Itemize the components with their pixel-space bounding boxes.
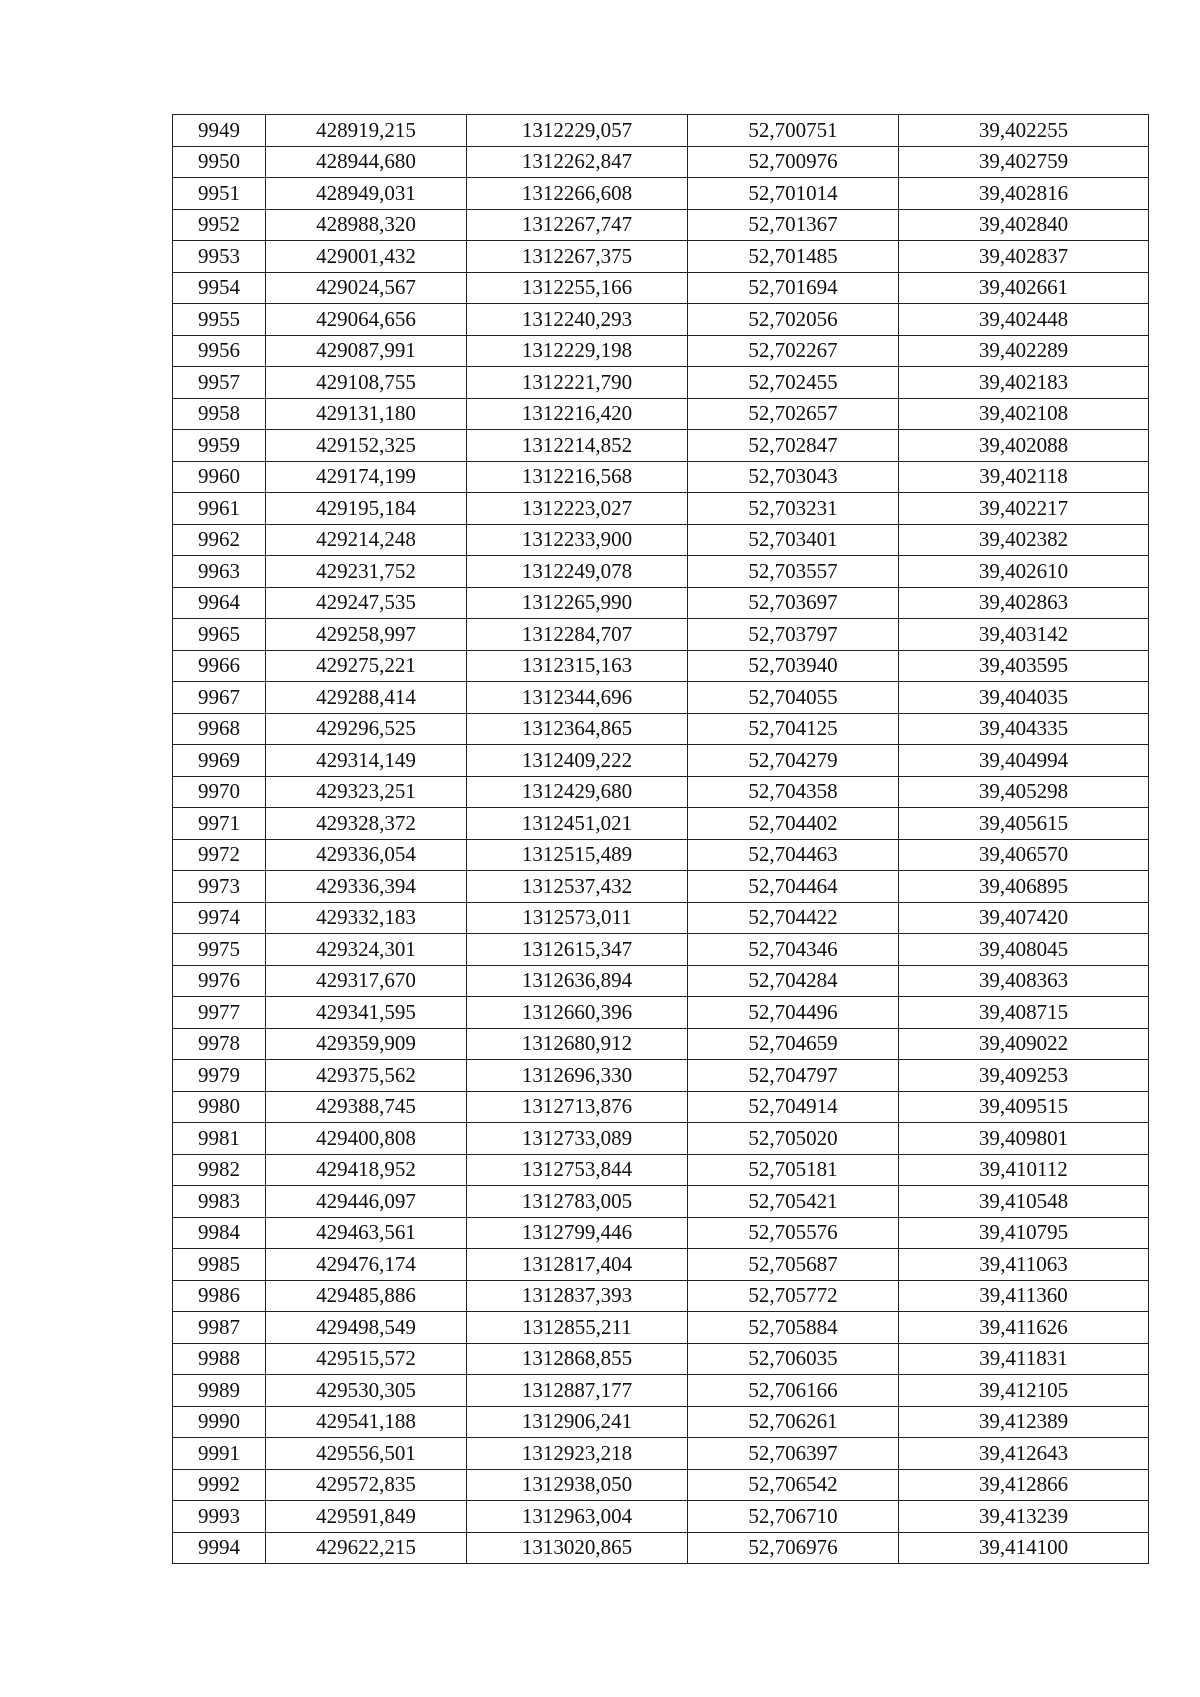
x-coordinate-cell: 428988,320	[266, 209, 467, 241]
y-coordinate-cell: 1312923,218	[467, 1438, 688, 1470]
x-coordinate-cell: 429288,414	[266, 682, 467, 714]
table-row	[173, 398, 1149, 430]
y-coordinate-cell: 1312229,198	[467, 335, 688, 367]
y-coordinate-cell: 1312799,446	[467, 1217, 688, 1249]
latitude-cell: 52,704055	[688, 682, 899, 714]
x-coordinate-cell: 428919,215	[266, 115, 467, 147]
y-coordinate-cell: 1312680,912	[467, 1028, 688, 1060]
point-number-cell: 9982	[173, 1154, 266, 1186]
table-row	[173, 146, 1149, 178]
point-number-cell: 9977	[173, 997, 266, 1029]
longitude-cell: 39,407420	[899, 902, 1149, 934]
point-number-cell: 9951	[173, 178, 266, 210]
y-coordinate-cell: 1312255,166	[467, 272, 688, 304]
y-coordinate-cell: 1312233,900	[467, 524, 688, 556]
x-coordinate-cell: 429024,567	[266, 272, 467, 304]
coordinates-table	[172, 114, 1149, 1564]
table-row	[173, 1469, 1149, 1501]
longitude-cell: 39,409253	[899, 1060, 1149, 1092]
x-coordinate-cell: 429556,501	[266, 1438, 467, 1470]
latitude-cell: 52,704358	[688, 776, 899, 808]
table-row	[173, 430, 1149, 462]
x-coordinate-cell: 429591,849	[266, 1501, 467, 1533]
y-coordinate-cell: 1312696,330	[467, 1060, 688, 1092]
latitude-cell: 52,706035	[688, 1343, 899, 1375]
point-number-cell: 9968	[173, 713, 266, 745]
point-number-cell: 9976	[173, 965, 266, 997]
x-coordinate-cell: 429498,549	[266, 1312, 467, 1344]
x-coordinate-cell: 429296,525	[266, 713, 467, 745]
point-number-cell: 9985	[173, 1249, 266, 1281]
latitude-cell: 52,702056	[688, 304, 899, 336]
x-coordinate-cell: 429328,372	[266, 808, 467, 840]
latitude-cell: 52,704346	[688, 934, 899, 966]
x-coordinate-cell: 429231,752	[266, 556, 467, 588]
point-number-cell: 9958	[173, 398, 266, 430]
latitude-cell: 52,705576	[688, 1217, 899, 1249]
x-coordinate-cell: 429388,745	[266, 1091, 467, 1123]
y-coordinate-cell: 1312249,078	[467, 556, 688, 588]
latitude-cell: 52,703797	[688, 619, 899, 651]
x-coordinate-cell: 429476,174	[266, 1249, 467, 1281]
x-coordinate-cell: 429485,886	[266, 1280, 467, 1312]
y-coordinate-cell: 1312344,696	[467, 682, 688, 714]
longitude-cell: 39,404994	[899, 745, 1149, 777]
latitude-cell: 52,702267	[688, 335, 899, 367]
point-number-cell: 9991	[173, 1438, 266, 1470]
longitude-cell: 39,402661	[899, 272, 1149, 304]
x-coordinate-cell: 429275,221	[266, 650, 467, 682]
point-number-cell: 9972	[173, 839, 266, 871]
point-number-cell: 9974	[173, 902, 266, 934]
table-row	[173, 1343, 1149, 1375]
y-coordinate-cell: 1312733,089	[467, 1123, 688, 1155]
table-row	[173, 493, 1149, 525]
latitude-cell: 52,701367	[688, 209, 899, 241]
point-number-cell: 9994	[173, 1532, 266, 1564]
table-row	[173, 1186, 1149, 1218]
table-row	[173, 556, 1149, 588]
table-row	[173, 304, 1149, 336]
point-number-cell: 9984	[173, 1217, 266, 1249]
longitude-cell: 39,412389	[899, 1406, 1149, 1438]
x-coordinate-cell: 429463,561	[266, 1217, 467, 1249]
table-row	[173, 650, 1149, 682]
latitude-cell: 52,704463	[688, 839, 899, 871]
point-number-cell: 9956	[173, 335, 266, 367]
x-coordinate-cell: 429087,991	[266, 335, 467, 367]
y-coordinate-cell: 1312265,990	[467, 587, 688, 619]
longitude-cell: 39,402217	[899, 493, 1149, 525]
table-row	[173, 934, 1149, 966]
x-coordinate-cell: 429131,180	[266, 398, 467, 430]
latitude-cell: 52,703697	[688, 587, 899, 619]
latitude-cell: 52,701485	[688, 241, 899, 273]
table-row	[173, 241, 1149, 273]
table-row	[173, 902, 1149, 934]
y-coordinate-cell: 1312573,011	[467, 902, 688, 934]
table-row	[173, 1375, 1149, 1407]
x-coordinate-cell: 429341,595	[266, 997, 467, 1029]
longitude-cell: 39,402610	[899, 556, 1149, 588]
coordinates-table-body	[173, 115, 1149, 1564]
point-number-cell: 9988	[173, 1343, 266, 1375]
longitude-cell: 39,402863	[899, 587, 1149, 619]
x-coordinate-cell: 429195,184	[266, 493, 467, 525]
table-row	[173, 871, 1149, 903]
x-coordinate-cell: 429375,562	[266, 1060, 467, 1092]
longitude-cell: 39,402840	[899, 209, 1149, 241]
latitude-cell: 52,700976	[688, 146, 899, 178]
point-number-cell: 9992	[173, 1469, 266, 1501]
longitude-cell: 39,412866	[899, 1469, 1149, 1501]
y-coordinate-cell: 1312409,222	[467, 745, 688, 777]
table-row	[173, 839, 1149, 871]
table-row	[173, 1438, 1149, 1470]
table-row	[173, 1501, 1149, 1533]
x-coordinate-cell: 429247,535	[266, 587, 467, 619]
longitude-cell: 39,414100	[899, 1532, 1149, 1564]
longitude-cell: 39,410795	[899, 1217, 1149, 1249]
point-number-cell: 9983	[173, 1186, 266, 1218]
table-row	[173, 1091, 1149, 1123]
latitude-cell: 52,704279	[688, 745, 899, 777]
table-row	[173, 745, 1149, 777]
point-number-cell: 9961	[173, 493, 266, 525]
x-coordinate-cell: 429336,394	[266, 871, 467, 903]
longitude-cell: 39,408715	[899, 997, 1149, 1029]
y-coordinate-cell: 1312229,057	[467, 115, 688, 147]
y-coordinate-cell: 1313020,865	[467, 1532, 688, 1564]
table-row	[173, 1217, 1149, 1249]
y-coordinate-cell: 1312783,005	[467, 1186, 688, 1218]
table-row	[173, 1312, 1149, 1344]
point-number-cell: 9950	[173, 146, 266, 178]
table-row	[173, 524, 1149, 556]
longitude-cell: 39,408363	[899, 965, 1149, 997]
x-coordinate-cell: 429622,215	[266, 1532, 467, 1564]
point-number-cell: 9957	[173, 367, 266, 399]
y-coordinate-cell: 1312817,404	[467, 1249, 688, 1281]
latitude-cell: 52,702657	[688, 398, 899, 430]
table-row	[173, 1154, 1149, 1186]
table-row	[173, 682, 1149, 714]
longitude-cell: 39,412643	[899, 1438, 1149, 1470]
point-number-cell: 9986	[173, 1280, 266, 1312]
table-row	[173, 997, 1149, 1029]
latitude-cell: 52,704659	[688, 1028, 899, 1060]
x-coordinate-cell: 429174,199	[266, 461, 467, 493]
latitude-cell: 52,704464	[688, 871, 899, 903]
y-coordinate-cell: 1312887,177	[467, 1375, 688, 1407]
point-number-cell: 9959	[173, 430, 266, 462]
x-coordinate-cell: 429214,248	[266, 524, 467, 556]
longitude-cell: 39,402759	[899, 146, 1149, 178]
latitude-cell: 52,703401	[688, 524, 899, 556]
table-row	[173, 367, 1149, 399]
x-coordinate-cell: 429359,909	[266, 1028, 467, 1060]
latitude-cell: 52,704125	[688, 713, 899, 745]
latitude-cell: 52,701694	[688, 272, 899, 304]
latitude-cell: 52,706542	[688, 1469, 899, 1501]
longitude-cell: 39,404035	[899, 682, 1149, 714]
longitude-cell: 39,408045	[899, 934, 1149, 966]
y-coordinate-cell: 1312615,347	[467, 934, 688, 966]
longitude-cell: 39,402183	[899, 367, 1149, 399]
table-row	[173, 1249, 1149, 1281]
longitude-cell: 39,402837	[899, 241, 1149, 273]
longitude-cell: 39,402118	[899, 461, 1149, 493]
point-number-cell: 9987	[173, 1312, 266, 1344]
table-row	[173, 1060, 1149, 1092]
x-coordinate-cell: 429332,183	[266, 902, 467, 934]
x-coordinate-cell: 429400,808	[266, 1123, 467, 1155]
point-number-cell: 9973	[173, 871, 266, 903]
latitude-cell: 52,706710	[688, 1501, 899, 1533]
y-coordinate-cell: 1312868,855	[467, 1343, 688, 1375]
y-coordinate-cell: 1312660,396	[467, 997, 688, 1029]
longitude-cell: 39,403595	[899, 650, 1149, 682]
y-coordinate-cell: 1312451,021	[467, 808, 688, 840]
x-coordinate-cell: 428944,680	[266, 146, 467, 178]
x-coordinate-cell: 429323,251	[266, 776, 467, 808]
latitude-cell: 52,706261	[688, 1406, 899, 1438]
latitude-cell: 52,702847	[688, 430, 899, 462]
y-coordinate-cell: 1312216,568	[467, 461, 688, 493]
longitude-cell: 39,412105	[899, 1375, 1149, 1407]
y-coordinate-cell: 1312906,241	[467, 1406, 688, 1438]
table-row	[173, 587, 1149, 619]
table-row	[173, 965, 1149, 997]
y-coordinate-cell: 1312364,865	[467, 713, 688, 745]
table-row	[173, 115, 1149, 147]
longitude-cell: 39,402289	[899, 335, 1149, 367]
x-coordinate-cell: 429152,325	[266, 430, 467, 462]
longitude-cell: 39,410548	[899, 1186, 1149, 1218]
table-row	[173, 776, 1149, 808]
x-coordinate-cell: 429324,301	[266, 934, 467, 966]
latitude-cell: 52,703231	[688, 493, 899, 525]
latitude-cell: 52,705181	[688, 1154, 899, 1186]
table-row	[173, 272, 1149, 304]
table-row	[173, 178, 1149, 210]
point-number-cell: 9989	[173, 1375, 266, 1407]
point-number-cell: 9966	[173, 650, 266, 682]
latitude-cell: 52,704797	[688, 1060, 899, 1092]
point-number-cell: 9971	[173, 808, 266, 840]
longitude-cell: 39,405298	[899, 776, 1149, 808]
longitude-cell: 39,411063	[899, 1249, 1149, 1281]
latitude-cell: 52,703557	[688, 556, 899, 588]
point-number-cell: 9978	[173, 1028, 266, 1060]
y-coordinate-cell: 1312753,844	[467, 1154, 688, 1186]
y-coordinate-cell: 1312266,608	[467, 178, 688, 210]
table-row	[173, 209, 1149, 241]
y-coordinate-cell: 1312855,211	[467, 1312, 688, 1344]
longitude-cell: 39,402255	[899, 115, 1149, 147]
point-number-cell: 9993	[173, 1501, 266, 1533]
latitude-cell: 52,700751	[688, 115, 899, 147]
table-row	[173, 808, 1149, 840]
point-number-cell: 9964	[173, 587, 266, 619]
latitude-cell: 52,704914	[688, 1091, 899, 1123]
longitude-cell: 39,409515	[899, 1091, 1149, 1123]
longitude-cell: 39,411626	[899, 1312, 1149, 1344]
x-coordinate-cell: 429446,097	[266, 1186, 467, 1218]
point-number-cell: 9970	[173, 776, 266, 808]
point-number-cell: 9965	[173, 619, 266, 651]
y-coordinate-cell: 1312713,876	[467, 1091, 688, 1123]
y-coordinate-cell: 1312262,847	[467, 146, 688, 178]
point-number-cell: 9962	[173, 524, 266, 556]
point-number-cell: 9975	[173, 934, 266, 966]
longitude-cell: 39,403142	[899, 619, 1149, 651]
latitude-cell: 52,705421	[688, 1186, 899, 1218]
table-row	[173, 1532, 1149, 1564]
latitude-cell: 52,704402	[688, 808, 899, 840]
x-coordinate-cell: 429258,997	[266, 619, 467, 651]
longitude-cell: 39,404335	[899, 713, 1149, 745]
latitude-cell: 52,704422	[688, 902, 899, 934]
longitude-cell: 39,406895	[899, 871, 1149, 903]
point-number-cell: 9980	[173, 1091, 266, 1123]
point-number-cell: 9955	[173, 304, 266, 336]
x-coordinate-cell: 429515,572	[266, 1343, 467, 1375]
x-coordinate-cell: 429001,432	[266, 241, 467, 273]
latitude-cell: 52,706166	[688, 1375, 899, 1407]
x-coordinate-cell: 429108,755	[266, 367, 467, 399]
latitude-cell: 52,703043	[688, 461, 899, 493]
longitude-cell: 39,406570	[899, 839, 1149, 871]
latitude-cell: 52,705687	[688, 1249, 899, 1281]
latitude-cell: 52,703940	[688, 650, 899, 682]
x-coordinate-cell: 429336,054	[266, 839, 467, 871]
x-coordinate-cell: 429317,670	[266, 965, 467, 997]
longitude-cell: 39,402088	[899, 430, 1149, 462]
y-coordinate-cell: 1312938,050	[467, 1469, 688, 1501]
longitude-cell: 39,402816	[899, 178, 1149, 210]
y-coordinate-cell: 1312537,432	[467, 871, 688, 903]
longitude-cell: 39,409801	[899, 1123, 1149, 1155]
y-coordinate-cell: 1312284,707	[467, 619, 688, 651]
latitude-cell: 52,705884	[688, 1312, 899, 1344]
longitude-cell: 39,411360	[899, 1280, 1149, 1312]
longitude-cell: 39,402448	[899, 304, 1149, 336]
longitude-cell: 39,402382	[899, 524, 1149, 556]
table-row	[173, 1028, 1149, 1060]
longitude-cell: 39,409022	[899, 1028, 1149, 1060]
table-row	[173, 335, 1149, 367]
longitude-cell: 39,410112	[899, 1154, 1149, 1186]
latitude-cell: 52,705020	[688, 1123, 899, 1155]
latitude-cell: 52,706397	[688, 1438, 899, 1470]
x-coordinate-cell: 429530,305	[266, 1375, 467, 1407]
point-number-cell: 9953	[173, 241, 266, 273]
longitude-cell: 39,402108	[899, 398, 1149, 430]
point-number-cell: 9949	[173, 115, 266, 147]
point-number-cell: 9979	[173, 1060, 266, 1092]
longitude-cell: 39,411831	[899, 1343, 1149, 1375]
point-number-cell: 9967	[173, 682, 266, 714]
y-coordinate-cell: 1312837,393	[467, 1280, 688, 1312]
point-number-cell: 9963	[173, 556, 266, 588]
table-row	[173, 619, 1149, 651]
table-row	[173, 1280, 1149, 1312]
x-coordinate-cell: 428949,031	[266, 178, 467, 210]
longitude-cell: 39,405615	[899, 808, 1149, 840]
longitude-cell: 39,413239	[899, 1501, 1149, 1533]
y-coordinate-cell: 1312963,004	[467, 1501, 688, 1533]
latitude-cell: 52,702455	[688, 367, 899, 399]
point-number-cell: 9960	[173, 461, 266, 493]
y-coordinate-cell: 1312315,163	[467, 650, 688, 682]
y-coordinate-cell: 1312515,489	[467, 839, 688, 871]
latitude-cell: 52,706976	[688, 1532, 899, 1564]
x-coordinate-cell: 429418,952	[266, 1154, 467, 1186]
latitude-cell: 52,701014	[688, 178, 899, 210]
point-number-cell: 9969	[173, 745, 266, 777]
table-row	[173, 713, 1149, 745]
table-row	[173, 461, 1149, 493]
y-coordinate-cell: 1312267,375	[467, 241, 688, 273]
x-coordinate-cell: 429064,656	[266, 304, 467, 336]
table-row	[173, 1123, 1149, 1155]
table-row	[173, 1406, 1149, 1438]
latitude-cell: 52,705772	[688, 1280, 899, 1312]
y-coordinate-cell: 1312223,027	[467, 493, 688, 525]
x-coordinate-cell: 429314,149	[266, 745, 467, 777]
y-coordinate-cell: 1312429,680	[467, 776, 688, 808]
y-coordinate-cell: 1312267,747	[467, 209, 688, 241]
point-number-cell: 9952	[173, 209, 266, 241]
latitude-cell: 52,704496	[688, 997, 899, 1029]
x-coordinate-cell: 429572,835	[266, 1469, 467, 1501]
x-coordinate-cell: 429541,188	[266, 1406, 467, 1438]
y-coordinate-cell: 1312221,790	[467, 367, 688, 399]
y-coordinate-cell: 1312216,420	[467, 398, 688, 430]
y-coordinate-cell: 1312636,894	[467, 965, 688, 997]
point-number-cell: 9981	[173, 1123, 266, 1155]
point-number-cell: 9990	[173, 1406, 266, 1438]
y-coordinate-cell: 1312214,852	[467, 430, 688, 462]
point-number-cell: 9954	[173, 272, 266, 304]
latitude-cell: 52,704284	[688, 965, 899, 997]
y-coordinate-cell: 1312240,293	[467, 304, 688, 336]
